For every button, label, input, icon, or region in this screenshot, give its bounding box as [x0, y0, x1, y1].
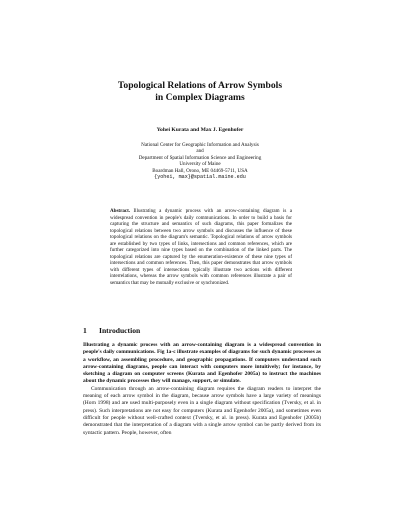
affiliation-block	[0, 142, 400, 180]
affiliation-line: and	[196, 148, 204, 155]
affiliation-line: University of Maine	[179, 161, 221, 168]
section-title: Introduction	[99, 326, 141, 335]
abstract-label: Abstract.	[110, 208, 131, 214]
author-emails: {yohei, max}@spatial.maine.edu	[154, 174, 246, 181]
affiliation-line: Department of Spatial Information Science and Engineering	[138, 154, 262, 161]
affiliation-line: National Center for Geographic Information and Analysis	[141, 142, 259, 148]
paragraph: Illustrating a dynamic process with an arrow-containing diagram is a widespread convention in people's daily communications. Fig 1a-c illustrate examples of diagrams for such dynamic processes as a workflow, an assembling procedure, and geographic propagations. If computers understand such arrow-containing diagrams, people can interact with computers more intuitively; for instance, by sketching a diagram on computer screens (Kurata and Egenhofer 2005a) to instruct the machines about the dynamic processes they will manage, support, or simulate.	[83, 342, 321, 385]
affiliation-line: Boardman Hall, Orono, ME 04469-5711, USA	[152, 167, 248, 174]
authors: Yohei Kurata and Max J. Egenhofer	[156, 127, 244, 133]
section-number: 1	[83, 326, 87, 335]
paper-title	[0, 80, 400, 104]
abstract-text: Illustrating a dynamic process with an arrow-containing diagram is a widespread convention in people's daily communications. In order to build a basis for capturing the structure and semantics of such diagrams, this paper formalizes the topological relations between two arrow symbols and discusses the influence of these topological relations on the diagram's semantic. Topological relations of arrow symbols are established by two types of links, intersections and common references, which are further categorized into nine types based on the combination of the linked parts. The topological relations are captured by the enumeration-existence of these nine types of intersections and common references. Then, this paper demonstrates that arrow symbols with different types of intersections typically illustrate two actions with different interrelations, whereas the arrow symbols with common references illustrate a pair of semantics that may be mutually exclusive or synchronized.	[110, 208, 293, 286]
body-text	[83, 342, 321, 437]
title-line-1: Topological Relations of Arrow Symbols	[117, 80, 283, 91]
section-heading	[83, 326, 323, 335]
title-line-2: in Complex Diagrams	[155, 92, 245, 103]
abstract	[110, 208, 292, 286]
paragraph: Communication through an arrow-containing diagram requires the diagram readers to interpret the meaning of each arrow symbol in the diagram, because arrow symbols have a large variety of meanings (Horn 1998) and are used multi-purposely even in a single diagram without specification (Tversky, et al. in press). Such interpretations are not easy for computers (Kurata and Egenhofer 2005a), and sometimes even difficult for people without well-crafted context (Tversky, et al. in press). Kurata and Egenhofer (2005b) demonstrated that the interpretation of a diagram with a single arrow symbol can be partly derived from its syntactic pattern. People, however, often	[83, 385, 321, 436]
